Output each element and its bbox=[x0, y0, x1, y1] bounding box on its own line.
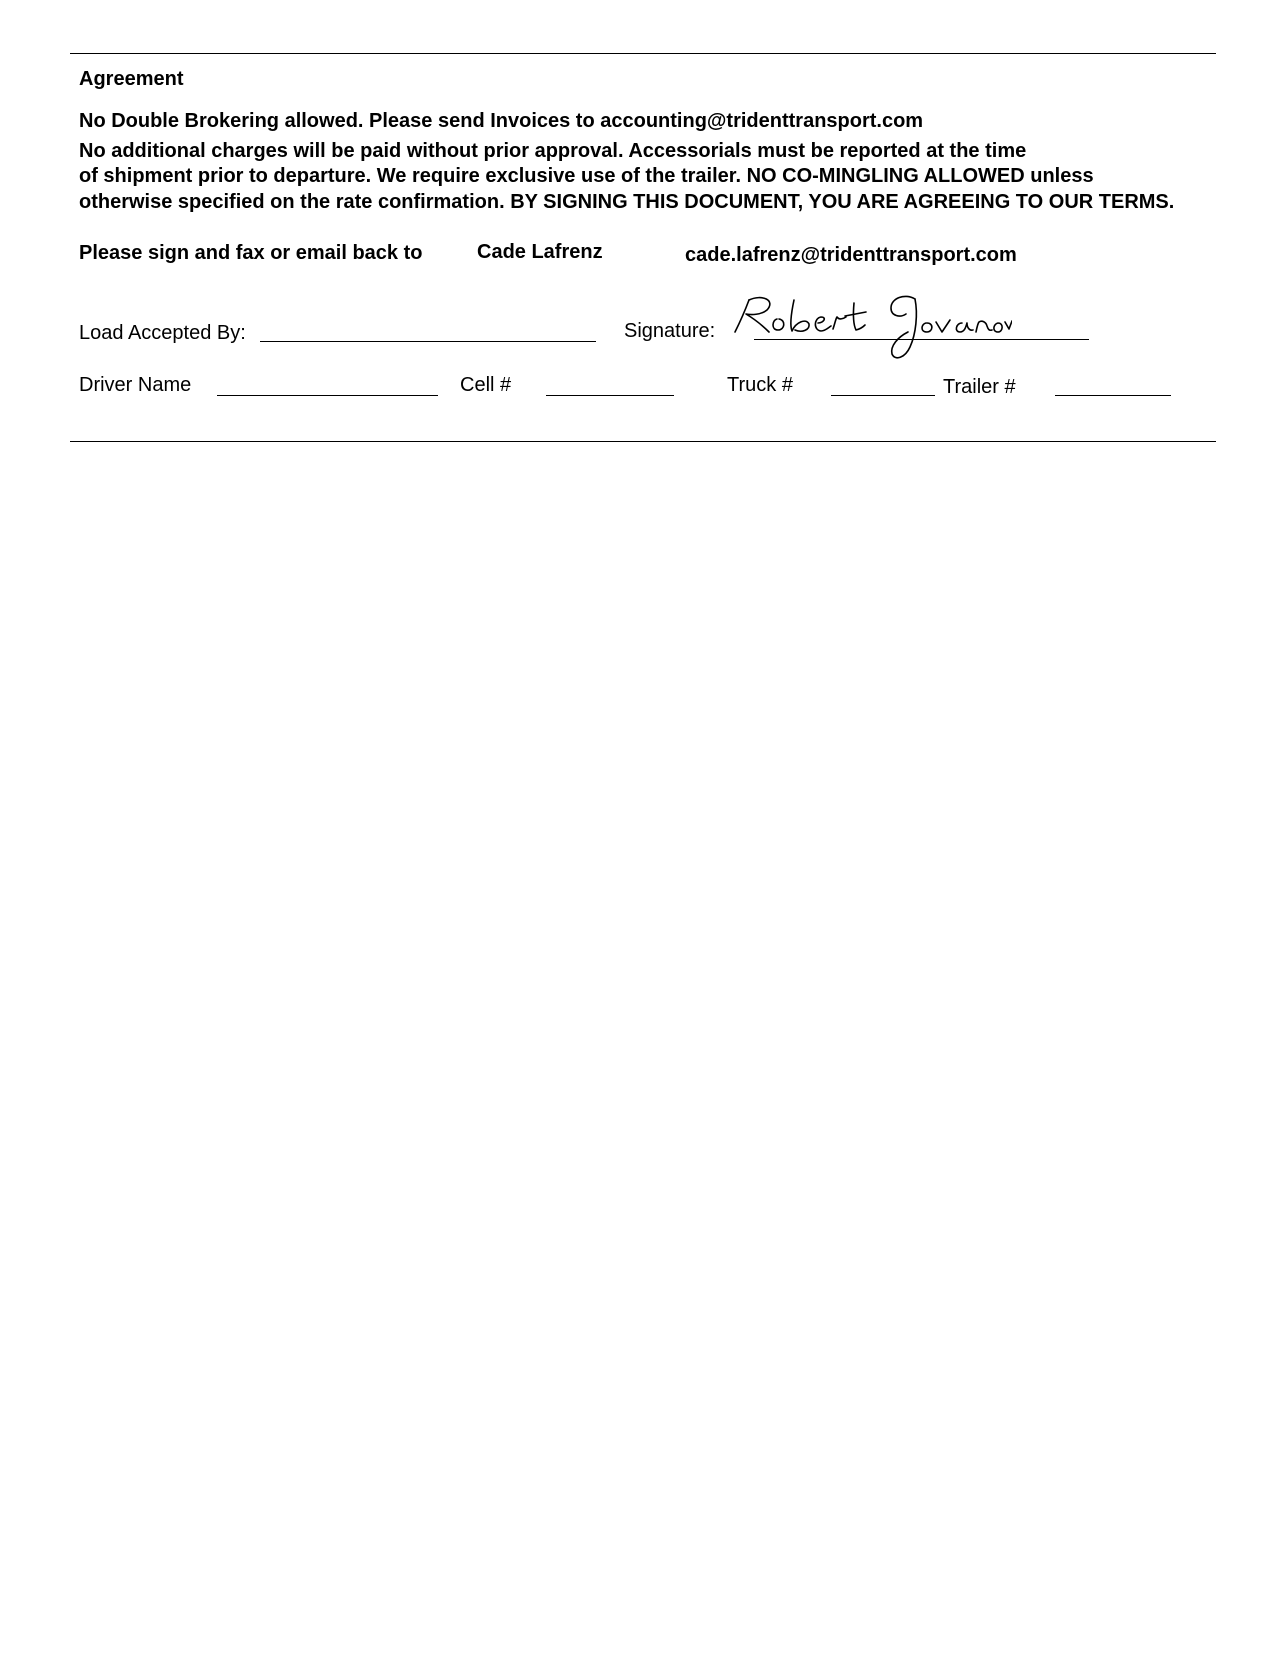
cell-field[interactable] bbox=[546, 395, 674, 396]
driver-name-field[interactable] bbox=[217, 395, 438, 396]
contact-email: cade.lafrenz@tridenttransport.com bbox=[685, 244, 1017, 266]
trailer-field[interactable] bbox=[1055, 395, 1171, 396]
load-accepted-label: Load Accepted By: bbox=[79, 322, 246, 344]
top-divider bbox=[70, 53, 1216, 54]
trailer-label: Trailer # bbox=[943, 376, 1016, 398]
agreement-line-1: No Double Brokering allowed. Please send Invoices to accounting@tridenttransport.com bbox=[79, 110, 924, 132]
contact-prompt: Please sign and fax or email back to bbox=[79, 242, 423, 264]
cell-label: Cell # bbox=[460, 374, 512, 396]
driver-name-label: Driver Name bbox=[79, 374, 192, 396]
handwritten-signature bbox=[732, 292, 1012, 362]
truck-field[interactable] bbox=[831, 395, 935, 396]
agreement-line-2: No additional charges will be paid without prior approval. Accessorials must be reported at the time bbox=[79, 140, 1027, 162]
truck-label: Truck # bbox=[727, 374, 793, 396]
bottom-divider bbox=[70, 441, 1216, 442]
load-accepted-field[interactable] bbox=[260, 341, 596, 342]
agreement-line-4: otherwise specified on the rate confirmation. BY SIGNING THIS DOCUMENT, YOU ARE AGREEING TO OUR TERMS. bbox=[79, 191, 1175, 213]
signature-label: Signature: bbox=[624, 320, 716, 342]
agreement-heading: Agreement bbox=[79, 68, 184, 90]
contact-name: Cade Lafrenz bbox=[477, 241, 603, 263]
agreement-line-3: of shipment prior to departure. We require exclusive use of the trailer. NO CO-MINGLING ALLOWED unless bbox=[79, 165, 1094, 187]
